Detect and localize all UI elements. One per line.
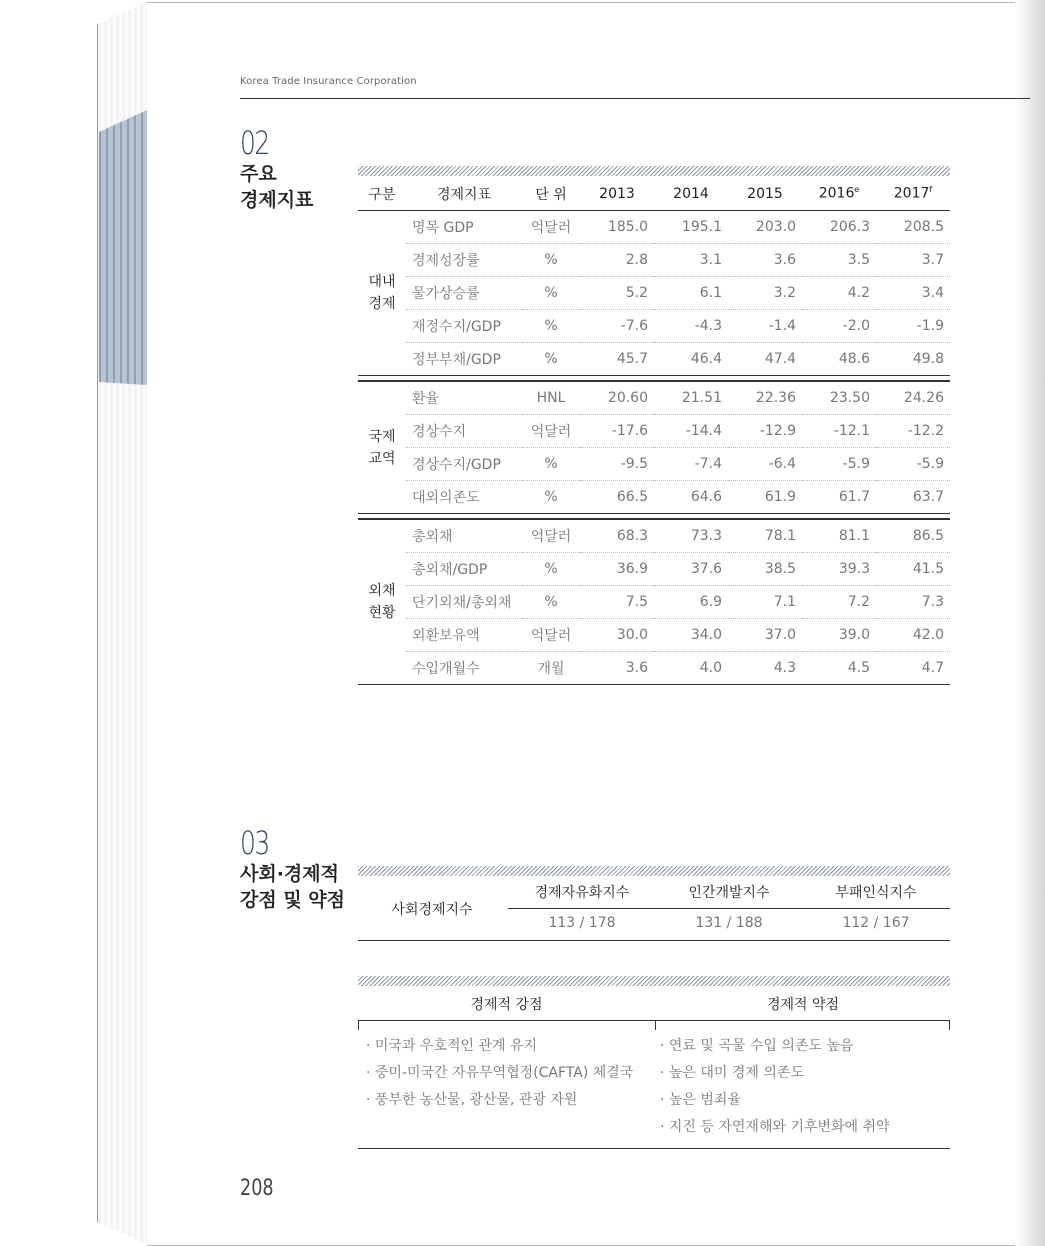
indicator-name: 총외채/GDP <box>406 553 522 586</box>
indicator-unit: % <box>522 448 580 481</box>
indicator-value: 6.9 <box>654 586 728 619</box>
running-header: Korea Trade Insurance Corporation <box>240 76 417 87</box>
indicator-value: 36.9 <box>580 553 654 586</box>
indicator-value: 4.0 <box>699 660 722 676</box>
table-row <box>358 619 950 652</box>
indicator-name: 경상수지 <box>406 415 522 448</box>
indicators-table <box>358 177 950 685</box>
weakness-item: · 연료 및 곡물 수입 의존도 높음 <box>660 1038 854 1054</box>
indicator-value: 61.9 <box>764 489 796 505</box>
indicator-value: 6.1 <box>654 277 728 310</box>
section-3-number: 03 <box>240 824 269 862</box>
indicator-name: 경상수지/GDP <box>406 448 522 481</box>
indicator-unit: HNL <box>522 381 580 415</box>
indicator-unit: 억달러 <box>522 415 580 448</box>
indicator-name: 정부부채/GDP <box>412 352 501 368</box>
group-label: 대내 경제 <box>368 274 396 312</box>
header-rule <box>240 98 1030 99</box>
indicator-value: -12.2 <box>876 415 950 448</box>
section-2-title: 주요 경제지표 <box>240 163 314 211</box>
indicator-value: 39.0 <box>802 619 876 652</box>
table-row <box>358 652 950 685</box>
strength-item: · 미국과 우호적인 관계 유지 <box>366 1038 538 1054</box>
indicator-value: 2.8 <box>580 244 654 277</box>
indicator-name: 총외채 <box>406 519 522 553</box>
group-label: 국제 교역 <box>368 428 396 467</box>
indicator-value: -7.6 <box>580 310 654 343</box>
indicator-value: 61.7 <box>838 489 870 505</box>
indicator-value: 37.0 <box>728 619 802 652</box>
column-header: 구분 <box>358 177 406 211</box>
index-value-2: 131 / 188 <box>695 915 763 931</box>
index-value-3: 112 / 167 <box>842 915 910 931</box>
indicator-value: 3.6 <box>728 244 802 277</box>
sw-tick-left <box>358 1020 359 1030</box>
indicator-name: 물가상승률 <box>406 277 522 310</box>
column-header: 2015 <box>728 177 802 211</box>
indicators-header-row <box>358 177 950 211</box>
indicator-value: 38.5 <box>728 553 802 586</box>
indicator-value: 203.0 <box>728 211 802 244</box>
table-end-rule <box>358 685 950 686</box>
weakness-item: · 높은 대미 경제 의존도 <box>660 1065 804 1081</box>
section-2-number: 02 <box>240 124 269 162</box>
indicator-value: 3.4 <box>876 277 950 310</box>
indicator-name: 명목 GDP <box>406 211 522 244</box>
indicator-value: 47.4 <box>764 351 796 367</box>
indicator-value: 34.0 <box>654 619 728 652</box>
table-row <box>358 211 950 244</box>
indicator-value: 23.50 <box>802 381 876 415</box>
indicator-value: 3.1 <box>654 244 728 277</box>
indicator-value: 3.6 <box>625 660 648 676</box>
indicator-unit: % <box>522 310 580 343</box>
indicator-value: 41.5 <box>876 553 950 586</box>
sw-tick-mid <box>655 1020 656 1030</box>
strength-item: · 중미-미국간 자유무역협정(CAFTA) 체결국 <box>366 1065 634 1081</box>
table-row <box>358 244 950 277</box>
indicator-value: -5.9 <box>876 448 950 481</box>
indicator-unit: 억달러 <box>522 211 580 244</box>
indicator-value: 37.6 <box>654 553 728 586</box>
page-shadow <box>1015 0 1045 1246</box>
indicator-value: 86.5 <box>876 519 950 553</box>
table-row <box>358 448 950 481</box>
indicator-unit: % <box>522 553 580 586</box>
table-row <box>358 481 950 514</box>
column-header: 2013 <box>580 177 654 211</box>
weakness-item: · 지진 등 자연재해와 기후변화에 취약 <box>660 1119 890 1135</box>
indicator-value: 3.5 <box>802 244 876 277</box>
indicator-value: 42.0 <box>876 619 950 652</box>
indicator-value: 4.5 <box>847 660 870 676</box>
indicator-value: -12.9 <box>728 415 802 448</box>
index-header-rule <box>508 908 950 909</box>
indicator-value: -9.5 <box>580 448 654 481</box>
indicator-value: 4.3 <box>773 660 796 676</box>
sw-hatch-bar <box>358 976 950 986</box>
table-row <box>358 381 950 415</box>
indicator-value: 3.7 <box>876 244 950 277</box>
indicator-unit: 억달러 <box>522 519 580 553</box>
indicator-value: 7.3 <box>876 586 950 619</box>
table-row <box>358 553 950 586</box>
indicator-value: 7.1 <box>728 586 802 619</box>
index-label-3: 부패인식지수 <box>835 885 917 901</box>
strengths-list <box>366 1033 656 1114</box>
indicator-value: 5.2 <box>580 277 654 310</box>
indicator-value: 78.1 <box>728 519 802 553</box>
column-header: 경제지표 <box>406 177 522 211</box>
table-row <box>358 277 950 310</box>
page-number: 208 <box>240 1176 274 1201</box>
indicator-value: -1.4 <box>728 310 802 343</box>
weaknesses-list <box>660 1033 950 1141</box>
indicator-value: -6.4 <box>728 448 802 481</box>
strengths-title: 경제적 강점 <box>470 997 543 1013</box>
indicator-value: 46.4 <box>690 351 722 367</box>
indicator-value: 64.6 <box>690 489 722 505</box>
index-bottom-rule <box>358 940 950 941</box>
table-row <box>358 519 950 553</box>
table-hatch-bar <box>358 166 950 176</box>
table-row <box>358 343 950 376</box>
indicator-value: 4.2 <box>802 277 876 310</box>
table-row <box>358 586 950 619</box>
index-hatch-bar <box>358 866 950 876</box>
indicator-value: 73.3 <box>654 519 728 553</box>
indicator-name: 경제성장률 <box>406 244 522 277</box>
indicator-unit: 억달러 <box>522 619 580 652</box>
indicator-value: 48.6 <box>838 351 870 367</box>
indicator-value: 68.3 <box>580 519 654 553</box>
column-header: 2017$^f$ <box>876 177 950 211</box>
sw-bottom-rule <box>358 1148 950 1149</box>
indicator-unit: % <box>522 586 580 619</box>
indicator-name: 수입개월수 <box>412 661 480 677</box>
indicator-value: 3.2 <box>728 277 802 310</box>
indicator-value: 45.7 <box>616 351 648 367</box>
index-label-1: 경제자유화지수 <box>534 885 630 901</box>
indicator-unit: % <box>544 351 558 367</box>
indicator-value: 24.26 <box>876 381 950 415</box>
section-3-title: 사회·경제적 강점 및 약점 <box>240 863 345 911</box>
indicator-value: 185.0 <box>580 211 654 244</box>
indicator-value: 49.8 <box>912 351 944 367</box>
indicator-value: 21.51 <box>654 381 728 415</box>
strength-item: · 풍부한 농산물, 광산물, 관광 자원 <box>366 1092 578 1108</box>
indicator-unit: 개월 <box>537 661 565 677</box>
index-value-1: 113 / 178 <box>548 915 616 931</box>
column-header: 단 위 <box>522 177 580 211</box>
indicator-value: 195.1 <box>654 211 728 244</box>
weakness-item: · 높은 범죄율 <box>660 1092 741 1108</box>
indicator-value: 206.3 <box>802 211 876 244</box>
index-label-2: 인간개발지수 <box>688 885 770 901</box>
indicator-value: 81.1 <box>802 519 876 553</box>
indicator-value: -7.4 <box>654 448 728 481</box>
indicator-name: 환율 <box>406 381 522 415</box>
indicator-value: -1.9 <box>876 310 950 343</box>
indicator-value: 4.7 <box>921 660 944 676</box>
indicator-value: -4.3 <box>654 310 728 343</box>
indicator-unit: % <box>522 244 580 277</box>
index-row-label: 사회경제지수 <box>391 902 473 918</box>
indicator-value: 22.36 <box>728 381 802 415</box>
indicator-value: 7.5 <box>580 586 654 619</box>
sw-header-rule <box>358 1020 950 1021</box>
indicator-value: 66.5 <box>616 489 648 505</box>
book-edge-band <box>99 110 147 385</box>
indicator-value: -5.9 <box>802 448 876 481</box>
indicator-value: 30.0 <box>580 619 654 652</box>
indicator-name: 대외의존도 <box>412 490 480 506</box>
table-row <box>358 415 950 448</box>
indicator-value: -12.1 <box>802 415 876 448</box>
indicator-name: 단기외채/총외채 <box>406 586 522 619</box>
weaknesses-title: 경제적 약점 <box>766 997 840 1013</box>
indicator-value: 20.60 <box>580 381 654 415</box>
indicator-name: 외환보유액 <box>406 619 522 652</box>
column-header: 2014 <box>654 177 728 211</box>
indicator-value: -14.4 <box>654 415 728 448</box>
indicator-value: -17.6 <box>580 415 654 448</box>
indicator-value: 208.5 <box>876 211 950 244</box>
indicator-value: 7.2 <box>802 586 876 619</box>
group-label: 외채 현황 <box>368 583 396 621</box>
indicator-value: 39.3 <box>802 553 876 586</box>
indicator-name: 재정수지/GDP <box>406 310 522 343</box>
table-row <box>358 310 950 343</box>
column-header: 2016e <box>802 177 876 211</box>
sw-tick-right <box>949 1020 950 1030</box>
indicator-value: -2.0 <box>802 310 876 343</box>
indicator-value: 63.7 <box>912 489 944 505</box>
indicator-unit: % <box>522 277 580 310</box>
indicator-unit: % <box>544 489 558 505</box>
